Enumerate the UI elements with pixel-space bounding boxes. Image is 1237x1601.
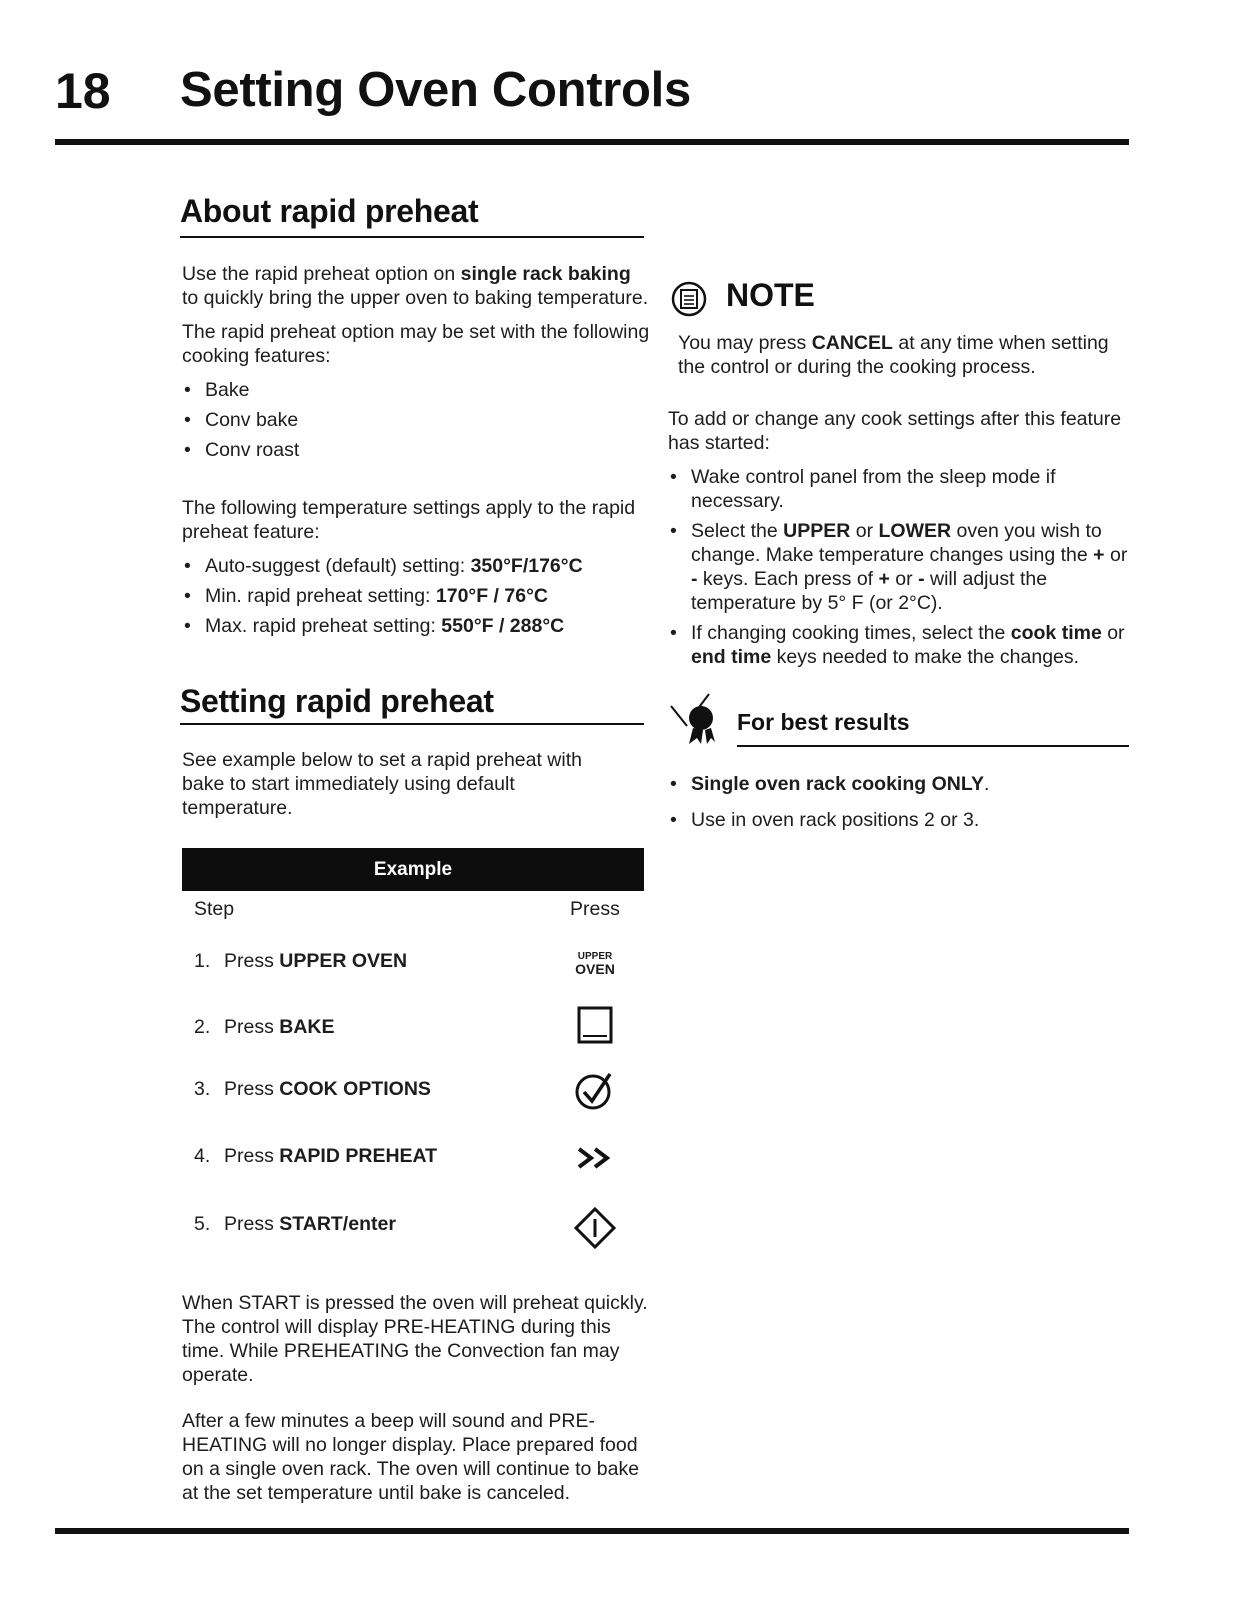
change-settings — [668, 407, 1128, 675]
temp-settings-intro: The following temperature settings apply to the rapid preheat feature: — [182, 497, 636, 543]
step-row: 4. Press RAPID PREHEAT — [194, 1145, 438, 1167]
about-rapid-preheat-heading: About rapid preheat — [180, 193, 479, 229]
about-intro: Use the rapid preheat option on single rack baking to quickly bring the upper oven to baking temperature. — [182, 263, 649, 309]
upper-oven-key-icon: UPPER OVEN — [575, 951, 615, 977]
change-intro: To add or change any cook settings after this feature has started: — [668, 408, 1122, 454]
list-item: • Min. rapid preheat setting: 170°F / 76°C — [182, 584, 650, 608]
about-features-intro: The rapid preheat option may be set with the following cooking features: — [182, 321, 650, 367]
setting-intro: See example below to set a rapid preheat with bake to start immediately using default temperature. — [182, 749, 582, 819]
list-item: • Use in oven rack positions 2 or 3. — [668, 808, 1128, 832]
col-press-header: Press — [570, 898, 620, 920]
footer-rule — [55, 1528, 1129, 1534]
step-row: 2. Press BAKE — [194, 1016, 335, 1038]
note-icon — [670, 280, 708, 323]
list-item: • Single oven rack cooking ONLY. — [668, 772, 1128, 796]
list-item: • If changing cooking times, select the cook time or end time keys needed to make the changes. — [668, 621, 1128, 669]
temp-settings-list — [182, 554, 650, 638]
best-results-list — [668, 772, 1128, 838]
step-row: 1. Press UPPER OVEN — [194, 950, 408, 972]
list-item: • Conv bake — [182, 408, 650, 432]
rapid-preheat-key-icon — [560, 1143, 630, 1173]
bake-key-icon — [560, 1005, 630, 1045]
change-list — [668, 465, 1128, 669]
feature-list — [182, 378, 650, 462]
about-body — [182, 262, 650, 644]
page-number: 18 — [55, 63, 111, 119]
list-item: • Max. rapid preheat setting: 550°F / 288°C — [182, 614, 650, 638]
note-heading: NOTE — [726, 277, 815, 313]
ribbon-award-icon — [667, 688, 727, 751]
after-start-text: When START is pressed the oven will preheat quickly. The control will display PRE-HEATING during this time. While PREHEATING the Convection fan may operate. After a few minutes a beep will sound and PRE-HEATING will no longer display. Place prepared food on a single oven rack. The oven will continue to bake at the set temperature until bake is canceled. — [182, 1292, 648, 1504]
list-item: • Conv roast — [182, 438, 650, 462]
about-heading-rule — [180, 236, 644, 238]
setting-rapid-preheat-heading: Setting rapid preheat — [180, 683, 494, 719]
cook-options-key-icon — [560, 1068, 630, 1112]
header-rule — [55, 139, 1129, 145]
best-results-rule — [737, 745, 1129, 747]
note-text: You may press CANCEL at any time when setting the control or during the cooking process. — [678, 332, 1109, 378]
list-item: • Bake — [182, 378, 650, 402]
list-item: • Select the UPPER or LOWER oven you wish to change. Make temperature changes using the + or - keys. Each press of + or - will adjust the temperature by 5° F (or 2°C). — [668, 519, 1128, 615]
list-item: • Auto-suggest (default) setting: 350°F/176°C — [182, 554, 650, 578]
step-row: 3. Press COOK OPTIONS — [194, 1078, 431, 1100]
best-results-heading: For best results — [737, 709, 910, 735]
col-step-header: Step — [194, 898, 235, 920]
list-item: • Wake control panel from the sleep mode if necessary. — [668, 465, 1128, 513]
example-bar: Example — [182, 848, 644, 891]
start-key-icon — [560, 1205, 630, 1251]
setting-heading-rule — [180, 723, 644, 725]
page-title: Setting Oven Controls — [180, 63, 691, 117]
step-row: 5. Press START/enter — [194, 1213, 396, 1235]
